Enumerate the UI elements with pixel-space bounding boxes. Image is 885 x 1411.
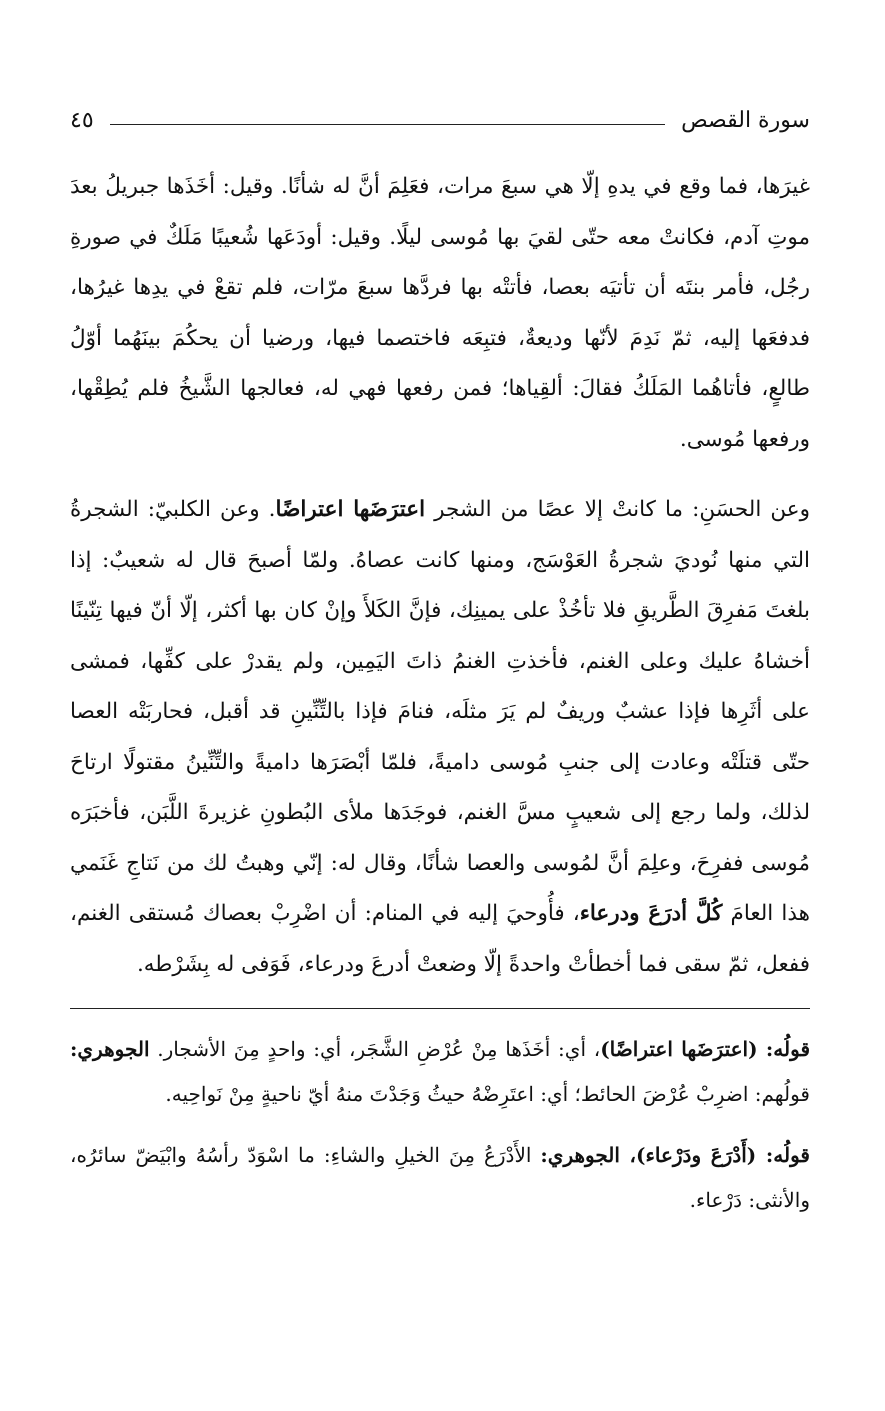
footnote-separator — [70, 1008, 810, 1009]
fn1-source: الجوهري: — [70, 1037, 150, 1061]
running-header — [70, 100, 810, 140]
fn2-text: الأَدْرَعُ مِنَ الخيلِ والشاءِ: ما اسْوَدّ رأسُهُ وابْيَضّ سائرُه، والأنثى: دَرْعاء. — [70, 1143, 810, 1212]
p2-text-c: ، فأُوحيَ إليه في المنام: أن اضْرِبْ بعصاك مُستقى الغنم، ففعل، ثمّ سقى فما أخطأتْ واحدةً إلّا وضعتْ أدرعَ ودرعاء، فَوَفى له بِشَرْطه. — [70, 901, 810, 977]
footnote-2 — [70, 1133, 810, 1223]
p2-text-a: وعن الحسَنِ: ما كانتْ إلا عصًا من الشجر — [425, 497, 810, 522]
p2-text-b: . وعن الكلبيّ: الشجرةُ التي منها نُوديَ شجرةُ العَوْسَج، ومنها كانت عصاهُ. ولمّا أصبحَ قال له شعيبٌ: إذا بلغتَ مَفرِقَ الطَّريقِ فلا تأخُذْ على يمينِك، فإنَّ الكَلأَ وإنْ كان بها أكثر، إلّا أنّ فيها تِنّينًا أخشاهُ عليك وعلى الغنم، فأخذتِ الغنمُ ذاتَ اليَمِين، ولم يقدرْ على كفِّها، فمشى على أثَرِها فإذا عشبٌ وريفٌ لم يَرَ مثلَه، فنامَ فإذا بالتِّنِّينِ قد أقبل، فحاربَتْه العصا حتّى قتلَتْه وعادت إلى جنبِ مُوسى داميةً، فلمّا أبْصَرَها داميةً والتِّنِّينُ مقتولًا ارتاحَ لذلك، ولما رجع إلى شعيبٍ مسَّ الغنم، فوجَدَها ملأى البُطونِ غزيرةَ اللَّبَن، فأخبَرَه مُوسى ففرِحَ، وعلِمَ أنَّ لمُوسى والعصا شأنًا، وقال له: إنّي وهبتُ لك من نَتاجِ غَنَمي هذا العامَ — [70, 497, 810, 926]
fn1-text: ، أي: أخَذَها مِنْ عُرْضِ الشَّجَر، أي: واحدٍ مِنَ الأشجار. — [149, 1037, 601, 1061]
fn1-text-2: قولُهم: اضرِبْ عُرْضَ الحائط؛ أي: اعتَرِضْهُ حيثُ وَجَدْتَ منهُ أيّ ناحيةٍ مِنْ نَواحِيه. — [165, 1082, 810, 1106]
surah-title: سورة القصص — [681, 107, 810, 133]
fn2-lemma: قولُه: (أَدْرَعَ ودَرْعاء)، الجوهري: — [540, 1143, 810, 1167]
fn1-lemma: قولُه: (اعترَضَها اعتراضًا) — [600, 1037, 811, 1061]
body-paragraph-2 — [70, 485, 810, 990]
footnote-1 — [70, 1027, 810, 1117]
body-paragraph-1: غيرَها، فما وقع في يدهِ إلّا هي سبعَ مرات، فعَلِمَ أنَّ له شأنًا. وقيل: أخَذَها جبريلُ بعدَ موتِ آدم، فكانتْ معه حتّى لقيَ بها مُوسى ليلًا. وقيل: أودَعَها شُعيبًا مَلَكٌ في صورةِ رجُل، فأمر بنتَه أن تأتيَه بعصا، فأتتْه بها فردَّها سبعَ مرّات، فلم تقعْ في يدِها غيرُها، فدفعَها إليه، ثمّ نَدِمَ لأنّها وديعةٌ، فتبِعَه فاختصما فيها، ورضيا أن يحكُمَ بينَهُما أوّلُ طالعٍ، فأتاهُما المَلَكُ فقالَ: ألقِياها؛ فمن رفعها فهي له، فعالجها الشَّيخُ فلم يُطِقْها، ورفعها مُوسى. — [70, 174, 810, 452]
page — [70, 100, 810, 1223]
p2-bold-phrase: اعترَضَها اعتراضًا — [275, 497, 426, 522]
p2-bold-phrase-2: كُلَّ أدرَعَ ودرعاء — [579, 901, 723, 926]
page-number: ٤٥ — [70, 107, 94, 133]
header-rule — [110, 124, 665, 125]
